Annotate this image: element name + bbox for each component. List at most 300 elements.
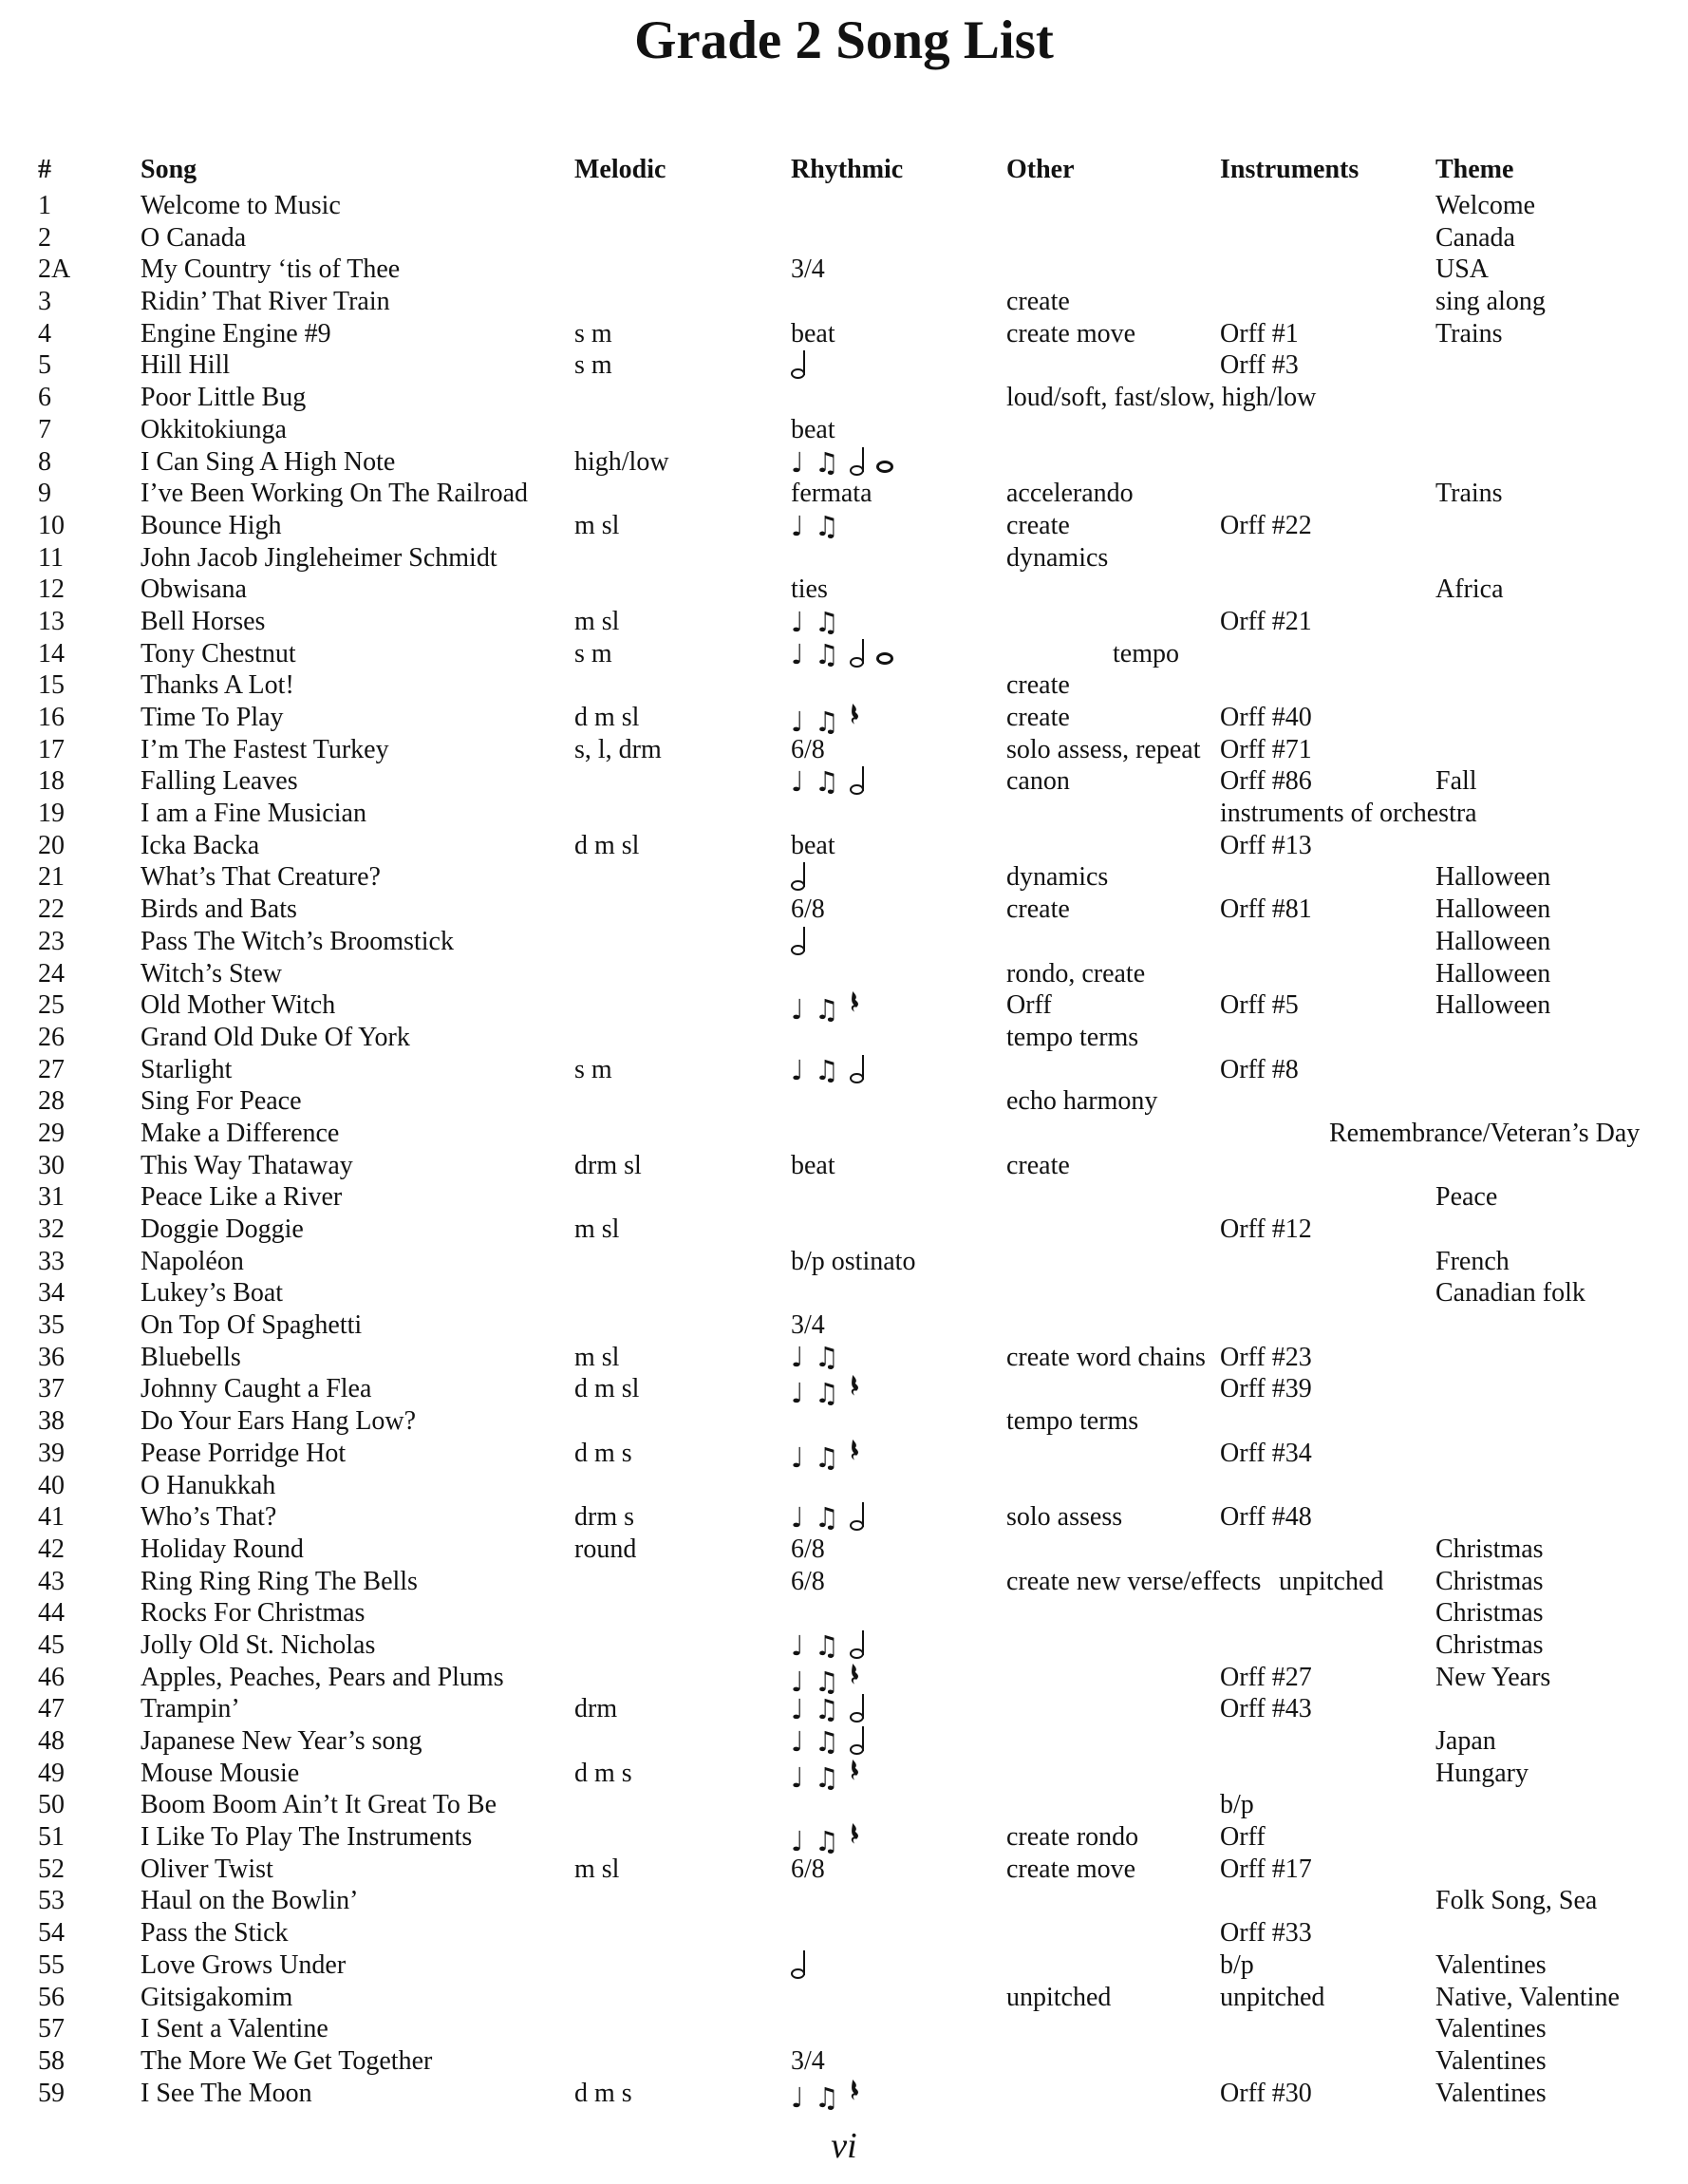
cell-other (1006, 1214, 1220, 1247)
cell-rhythmic (791, 287, 1006, 319)
eighth-pair-icon: ♫ (814, 993, 839, 1026)
song-row (38, 799, 1663, 831)
cell-instruments: Orff #86 (1220, 766, 1312, 797)
theme-text: Native, Valentine (1435, 1982, 1620, 2012)
cell-theme (1435, 670, 1663, 703)
cell-theme (1435, 831, 1663, 863)
header-other: Other (1006, 155, 1075, 184)
cell-rhythmic: beat (791, 830, 835, 860)
theme-text: Halloween (1435, 894, 1551, 925)
cell-song-title: I’m The Fastest Turkey (141, 734, 389, 764)
cell-song-title: Engine Engine #9 (141, 318, 331, 348)
cell-song-title: Witch’s Stew (141, 958, 282, 988)
eighth-pair-icon: ♫ (814, 605, 839, 638)
eighth-pair-icon: ♫ (814, 1825, 839, 1858)
cell-song-title: Time To Play (141, 703, 284, 732)
cell-other (1006, 2046, 1220, 2079)
half-note-icon (850, 1694, 866, 1723)
quarter-note-icon: ♩ (791, 1501, 804, 1534)
cell-theme (1435, 1023, 1663, 1055)
cell-number: 40 (38, 1470, 65, 1500)
cell-theme (1435, 1855, 1663, 1887)
cell-other: create rondo (1006, 1822, 1139, 1853)
cell-instruments: unpitched (1220, 1982, 1325, 2012)
cell-melodic (574, 574, 791, 607)
cell-rhythmic-notation (791, 1630, 1006, 1663)
cell-number: 1 (38, 191, 51, 220)
cell-other (1006, 1055, 1220, 1087)
cell-number: 30 (38, 1150, 65, 1180)
cell-number: 15 (38, 670, 65, 701)
cell-number: 29 (38, 1118, 65, 1148)
cell-instruments: Orff #8 (1220, 1054, 1299, 1084)
cell-melodic (574, 1182, 791, 1214)
quarter-rest-icon (850, 1663, 861, 1693)
cell-melodic (574, 1023, 791, 1055)
cell-instruments (1220, 415, 1435, 447)
cell-number: 14 (38, 638, 65, 668)
cell-theme (1435, 1598, 1663, 1630)
song-row (38, 703, 1663, 738)
cell-melodic (574, 1406, 791, 1439)
cell-instruments: Orff #13 (1220, 830, 1312, 860)
theme-text: Valentines (1435, 2078, 1547, 2108)
quarter-note-icon: ♩ (791, 993, 804, 1026)
quarter-note-icon: ♩ (791, 605, 804, 638)
song-row (38, 415, 1663, 447)
theme-text: Valentines (1435, 2045, 1547, 2076)
theme-text: Christmas (1435, 1629, 1544, 1660)
cell-theme (1435, 350, 1663, 383)
cell-instruments (1220, 1726, 1435, 1759)
cell-melodic (574, 1086, 791, 1119)
cell-instruments (1220, 574, 1435, 607)
cell-melodic (574, 1247, 791, 1279)
cell-number: 59 (38, 2078, 65, 2108)
cell-melodic: d m sl (574, 1374, 640, 1404)
half-note-icon (850, 1630, 866, 1659)
quarter-note-icon: ♩ (791, 1825, 804, 1858)
song-row (38, 735, 1663, 767)
cell-melodic: s m (574, 638, 612, 668)
cell-instruments (1220, 959, 1435, 991)
cell-theme (1435, 1182, 1663, 1214)
cell-rhythmic (791, 543, 1006, 575)
quarter-rest-icon (850, 990, 861, 1021)
cell-instruments (1220, 479, 1435, 511)
song-row (38, 574, 1663, 607)
cell-other: tempo terms (1006, 1406, 1139, 1437)
cell-melodic (574, 799, 791, 831)
cell-theme (1435, 319, 1663, 351)
cell-other (1006, 1663, 1220, 1699)
cell-rhythmic (791, 670, 1006, 703)
theme-text: Halloween (1435, 926, 1551, 956)
cell-number: 18 (38, 766, 65, 797)
cell-number: 16 (38, 703, 65, 732)
cell-rhythmic-notation (791, 2079, 1006, 2115)
cell-theme (1435, 2014, 1663, 2046)
cell-other (1006, 1694, 1220, 1726)
cell-song-title: I Sent a Valentine (141, 2014, 328, 2044)
cell-instruments (1220, 191, 1435, 223)
cell-song-title: Okkitokiunga (141, 414, 287, 444)
cell-number: 37 (38, 1374, 65, 1404)
cell-melodic (574, 1278, 791, 1310)
cell-melodic (574, 990, 791, 1026)
cell-other (1006, 1886, 1220, 1918)
song-row (38, 1726, 1663, 1759)
cell-instruments (1220, 927, 1435, 959)
song-row (38, 1438, 1663, 1474)
cell-other: canon (1006, 766, 1070, 797)
song-row (38, 1502, 1663, 1534)
theme-text: Halloween (1435, 990, 1551, 1021)
cell-rhythmic-notation (791, 639, 1006, 671)
cell-melodic: d m sl (574, 830, 640, 860)
cell-theme (1435, 1471, 1663, 1503)
quarter-note-icon: ♩ (791, 1693, 804, 1726)
cell-instruments (1220, 1630, 1435, 1663)
cell-instruments: Orff #71 (1220, 734, 1312, 764)
cell-melodic (574, 543, 791, 575)
cell-number: 50 (38, 1790, 65, 1820)
cell-rhythmic-notation (791, 862, 1006, 894)
cell-other: create (1006, 510, 1070, 540)
cell-number: 22 (38, 894, 65, 925)
cell-song-title: Starlight (141, 1054, 233, 1084)
cell-rhythmic-notation (791, 1726, 1006, 1759)
cell-rhythmic (791, 1918, 1006, 1950)
cell-instruments: Orff #22 (1220, 510, 1312, 540)
cell-theme (1435, 1534, 1663, 1567)
song-row (38, 319, 1663, 351)
song-row (38, 1023, 1663, 1055)
cell-theme (1435, 703, 1663, 739)
cell-rhythmic-notation (791, 511, 1006, 543)
cell-song-title: Oliver Twist (141, 1854, 273, 1884)
quarter-note-icon: ♩ (791, 1341, 804, 1374)
page-number: vi (831, 2126, 857, 2166)
cell-song-title: Icka Backa (141, 830, 260, 860)
cell-other (1006, 415, 1220, 447)
song-row (38, 1247, 1663, 1279)
cell-other: tempo terms (1006, 1022, 1139, 1052)
cell-song-title: Bluebells (141, 1342, 241, 1372)
cell-other (1006, 1726, 1220, 1759)
song-row (38, 1694, 1663, 1726)
song-row (38, 1822, 1663, 1858)
half-note-icon (850, 1726, 866, 1755)
cell-number: 34 (38, 1278, 65, 1309)
cell-theme (1435, 223, 1663, 255)
cell-theme (1435, 1055, 1663, 1087)
song-row (38, 1374, 1663, 1410)
cell-number: 55 (38, 1949, 65, 1980)
cell-other (1006, 447, 1220, 480)
cell-instruments (1220, 1759, 1435, 1795)
cell-number: 36 (38, 1342, 65, 1372)
song-row (38, 1567, 1663, 1599)
cell-melodic: drm (574, 1694, 618, 1724)
cell-melodic: d m sl (574, 703, 640, 732)
cell-melodic (574, 254, 791, 287)
cell-melodic: s, l, drm (574, 734, 662, 764)
cell-rhythmic: 6/8 (791, 1534, 825, 1564)
cell-song-title: The More We Get Together (141, 2045, 433, 2076)
cell-other: create (1006, 1150, 1070, 1180)
cell-instruments (1220, 447, 1435, 480)
cell-theme (1435, 447, 1663, 480)
eighth-pair-icon: ♫ (814, 445, 839, 479)
cell-number: 12 (38, 574, 65, 605)
cell-theme (1435, 543, 1663, 575)
cell-other: create new verse/effects (1006, 1566, 1262, 1596)
cell-rhythmic (791, 1790, 1006, 1822)
cell-other: create move (1006, 318, 1136, 348)
song-row (38, 894, 1663, 927)
theme-text: New Years (1435, 1662, 1551, 1692)
song-row (38, 1630, 1663, 1663)
cell-theme (1329, 1118, 1663, 1151)
cell-rhythmic: fermata (791, 479, 872, 509)
eighth-pair-icon: ♫ (814, 1665, 839, 1698)
cell-instruments (1220, 543, 1435, 575)
song-row (38, 1343, 1663, 1375)
cell-theme (1435, 1086, 1663, 1119)
cell-other (1006, 607, 1220, 639)
theme-text: Japan (1435, 1726, 1496, 1756)
half-note-icon (850, 766, 866, 795)
quarter-note-icon: ♩ (791, 2080, 804, 2114)
cell-instruments: Orff #40 (1220, 703, 1312, 732)
cell-melodic (574, 766, 791, 799)
cell-melodic (574, 1567, 791, 1599)
theme-text: USA (1435, 254, 1490, 285)
cell-instruments (1220, 1534, 1435, 1567)
cell-song-title: Welcome to Music (141, 191, 341, 220)
song-row (38, 990, 1663, 1026)
eighth-pair-icon: ♫ (814, 509, 839, 542)
cell-number: 21 (38, 862, 65, 893)
cell-rhythmic: 3/4 (791, 1310, 825, 1341)
theme-text: Christmas (1435, 1566, 1544, 1596)
cell-theme (1435, 1151, 1663, 1183)
cell-rhythmic (791, 799, 1006, 831)
cell-melodic (574, 1983, 791, 2015)
cell-melodic (574, 1663, 791, 1699)
cell-theme (1435, 1663, 1663, 1699)
theme-text: Hungary (1435, 1758, 1529, 1788)
cell-melodic (574, 223, 791, 255)
cell-instruments: b/p (1220, 1790, 1254, 1820)
theme-text: sing along (1435, 287, 1546, 317)
cell-instruments (1220, 1247, 1435, 1279)
theme-text: Africa (1435, 574, 1504, 605)
half-note-icon (850, 1502, 866, 1531)
cell-song-title: Hill Hill (141, 350, 231, 381)
cell-theme (1435, 1214, 1663, 1247)
cell-number: 19 (38, 799, 65, 829)
cell-number: 11 (38, 542, 64, 573)
cell-theme (1435, 1310, 1663, 1343)
cell-number: 4 (38, 318, 51, 348)
cell-other (1006, 1182, 1220, 1214)
cell-song-title: Love Grows Under (141, 1949, 347, 1980)
cell-song-title: Trampin’ (141, 1694, 240, 1724)
cell-rhythmic: 3/4 (791, 254, 825, 285)
cell-instruments: Orff #39 (1220, 1374, 1312, 1404)
cell-rhythmic (791, 1182, 1006, 1214)
song-row (38, 766, 1663, 799)
song-row (38, 191, 1663, 223)
quarter-rest-icon (850, 1374, 861, 1404)
cell-number: 32 (38, 1214, 65, 1244)
cell-melodic: m sl (574, 1214, 620, 1244)
cell-rhythmic (791, 2014, 1006, 2046)
theme-text: Halloween (1435, 958, 1551, 988)
cell-song-title: My Country ‘tis of Thee (141, 254, 401, 285)
cell-number: 33 (38, 1246, 65, 1276)
cell-number: 6 (38, 383, 51, 413)
theme-text: Fall (1435, 766, 1477, 797)
cell-rhythmic (791, 1983, 1006, 2015)
cell-rhythmic (791, 1086, 1006, 1119)
cell-rhythmic: beat (791, 414, 835, 444)
cell-other: rondo, create (1006, 958, 1146, 988)
quarter-note-icon: ♩ (791, 706, 804, 738)
cell-other (1006, 1278, 1220, 1310)
cell-rhythmic-notation (791, 990, 1006, 1026)
cell-melodic: d m s (574, 2078, 632, 2108)
theme-text: Christmas (1435, 1534, 1544, 1564)
cell-number: 20 (38, 830, 65, 860)
cell-instruments: Orff #34 (1220, 1438, 1312, 1468)
cell-other: Orff (1006, 990, 1052, 1021)
cell-number: 28 (38, 1086, 65, 1117)
eighth-pair-icon: ♫ (814, 1053, 839, 1086)
cell-number: 3 (38, 287, 51, 317)
cell-song-title: Rocks For Christmas (141, 1598, 366, 1629)
song-row (38, 1918, 1663, 1950)
cell-theme (1435, 1790, 1663, 1822)
cell-song-title: Apples, Peaches, Pears and Plums (141, 1662, 504, 1692)
cell-rhythmic: 6/8 (791, 1566, 825, 1596)
song-row (38, 1406, 1663, 1439)
cell-rhythmic: b/p ostinato (791, 1246, 916, 1276)
cell-song-title: Obwisana (141, 574, 247, 605)
half-note-icon (791, 862, 807, 891)
cell-song-title: Johnny Caught a Flea (141, 1374, 372, 1404)
song-row (38, 1662, 1663, 1698)
cell-rhythmic: 6/8 (791, 894, 825, 925)
cell-other: create (1006, 670, 1070, 701)
cell-theme (1435, 639, 1663, 671)
cell-number: 45 (38, 1629, 65, 1660)
cell-instruments: Orff #12 (1220, 1214, 1312, 1244)
theme-text: Remembrance/Veteran’s Day (1329, 1118, 1641, 1148)
cell-instruments: Orff #17 (1220, 1854, 1312, 1884)
cell-melodic (574, 2014, 791, 2046)
cell-song-title: O Hanukkah (141, 1470, 276, 1500)
cell-number: 49 (38, 1758, 65, 1788)
cell-other (1006, 1247, 1220, 1279)
cell-theme (1435, 1278, 1663, 1310)
cell-theme (1435, 1822, 1663, 1858)
cell-melodic: m sl (574, 510, 620, 540)
cell-song-title: Pass the Stick (141, 1918, 289, 1949)
cell-number: 9 (38, 479, 51, 509)
cell-song-title: Who’s That? (141, 1502, 277, 1533)
song-row (38, 670, 1663, 703)
cell-other (1006, 1598, 1220, 1630)
cell-melodic: high/low (574, 446, 669, 477)
cell-instruments: Orff (1220, 1822, 1266, 1853)
cell-rhythmic-notation (791, 1374, 1006, 1410)
cell-other (1006, 2014, 1220, 2046)
cell-theme (1435, 254, 1663, 287)
cell-number: 8 (38, 446, 51, 477)
cell-rhythmic-notation (791, 1759, 1006, 1795)
cell-song-title: I Like To Play The Instruments (141, 1822, 473, 1853)
theme-text: Canadian folk (1435, 1278, 1585, 1309)
quarter-note-icon: ♩ (791, 1440, 804, 1474)
cell-melodic (574, 383, 791, 415)
half-note-icon (850, 447, 866, 476)
cell-song-title: Jolly Old St. Nicholas (141, 1629, 376, 1660)
theme-text: Valentines (1435, 2014, 1547, 2044)
theme-text: Halloween (1435, 862, 1551, 893)
cell-song-title: Grand Old Duke Of York (141, 1022, 410, 1052)
song-row (38, 383, 1663, 415)
cell-number: 52 (38, 1854, 65, 1884)
cell-theme (1435, 894, 1663, 927)
header-theme: Theme (1435, 155, 1514, 184)
song-row (38, 831, 1663, 863)
cell-song-title: Doggie Doggie (141, 1214, 304, 1244)
cell-rhythmic (791, 1214, 1006, 1247)
song-row (38, 1950, 1663, 1983)
cell-instruments: Orff #23 (1220, 1342, 1312, 1372)
cell-rhythmic: 6/8 (791, 734, 825, 764)
song-row (38, 1055, 1663, 1087)
cell-number: 47 (38, 1694, 65, 1724)
header-num: # (38, 155, 51, 184)
cell-theme (1435, 927, 1663, 959)
cell-theme (1435, 1439, 1663, 1475)
cell-instruments (1220, 383, 1435, 415)
cell-instruments: instruments of orchestra (1220, 799, 1477, 829)
cell-song-title: John Jacob Jingleheimer Schmidt (141, 542, 497, 573)
cell-theme (1435, 2046, 1663, 2079)
cell-song-title: Old Mother Witch (141, 990, 336, 1021)
cell-other (1006, 1310, 1220, 1343)
cell-melodic: m sl (574, 1342, 620, 1372)
cell-number: 41 (38, 1502, 65, 1533)
whole-note-icon (876, 461, 893, 473)
cell-other (1006, 1374, 1220, 1410)
song-row (38, 1855, 1663, 1887)
cell-other: solo assess, repeat (1006, 734, 1201, 764)
cell-instruments: Orff #3 (1220, 350, 1299, 381)
cell-theme (1435, 766, 1663, 799)
cell-other: unpitched (1006, 1982, 1112, 2012)
cell-theme (1435, 1247, 1663, 1279)
song-row (38, 1182, 1663, 1214)
cell-song-title: Sing For Peace (141, 1086, 302, 1117)
theme-text: French (1435, 1246, 1510, 1276)
cell-theme (1435, 1567, 1663, 1599)
